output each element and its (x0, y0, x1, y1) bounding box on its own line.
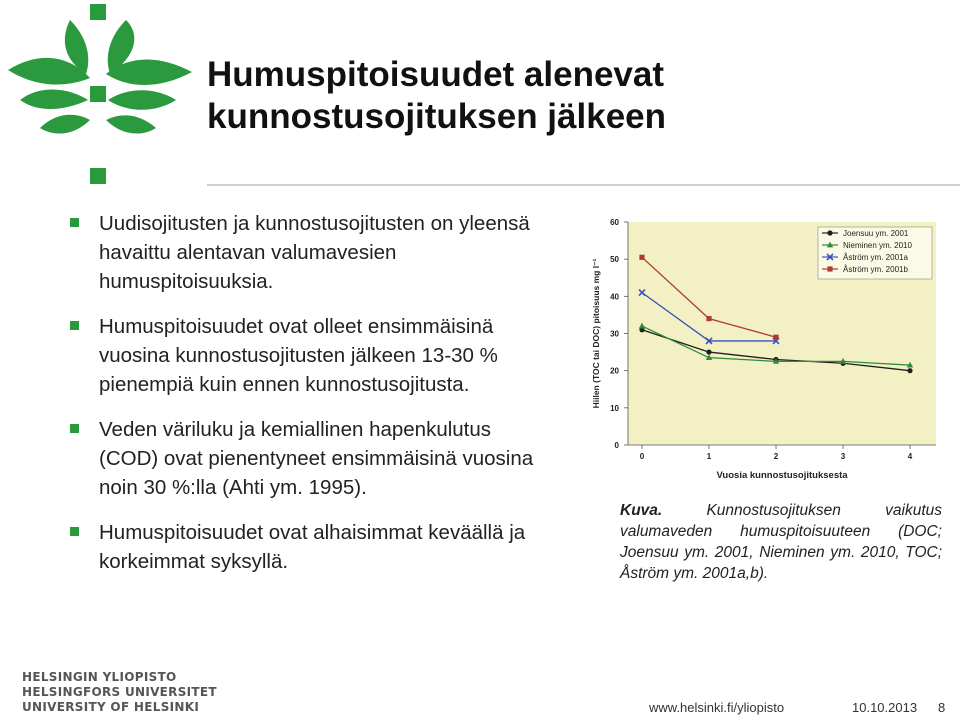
doc-concentration-chart (580, 212, 950, 487)
data-point (639, 255, 644, 260)
wordmark-line: HELSINGFORS UNIVERSITET (22, 685, 217, 699)
y-axis-label: Hiilen (TOC tai DOC) pitoisuus mg l⁻¹ (591, 258, 601, 409)
data-point (706, 349, 711, 354)
y-tick-label: 30 (610, 329, 619, 339)
bullet-list (68, 209, 548, 592)
y-tick-label: 50 (610, 255, 619, 265)
data-point (706, 316, 711, 321)
bullet-item (68, 518, 548, 576)
page-number: 8 (938, 700, 946, 715)
footer-date: 10.10.2013 (852, 700, 918, 715)
caption-label: Kuva. (620, 502, 663, 519)
data-point (773, 335, 778, 340)
bullet-text: Veden väriluku ja kemiallinen hapenkulutus (COD) ovat pienentyneet ensimmäisinä vuosina noin 30 %:lla (Ahti ym. 1995). (99, 418, 534, 499)
bullet-item (68, 312, 548, 399)
y-tick-label: 0 (614, 441, 619, 450)
y-tick-label: 60 (610, 218, 619, 227)
bullet-item (68, 209, 548, 296)
footer-url-link[interactable]: www.helsinki.fi/yliopisto (649, 700, 785, 715)
bullet-text: Humuspitoisuudet ovat alhaisimmat keväällä ja korkeimmat syksyllä. (99, 521, 526, 573)
legend-label: Åström ym. 2001a (843, 253, 908, 262)
caption-text: Kunnostusojituksen vaikutus valumaveden humuspitoisuuteen (DOC; Joensuu ym. 2001, Nieminen ym. 2010, TOC; Åström ym. 2001a,b). (620, 502, 942, 582)
bullet-square-icon (70, 321, 79, 330)
y-tick-label: 20 (610, 366, 619, 376)
bullet-item (68, 415, 548, 502)
bullet-text: Uudisojitusten ja kunnostusojitusten on yleensä havaittu alentavan valumavesien humuspitoisuuksia. (99, 212, 530, 293)
legend-label: Joensuu ym. 2001 (843, 229, 909, 238)
data-point (907, 368, 912, 373)
legend-label: Nieminen ym. 2010 (843, 241, 912, 250)
data-point (827, 266, 832, 271)
bullet-text: Humuspitoisuudet ovat olleet ensimmäisinä vuosina kunnostusojitusten jälkeen 13-30 % pienempiä kuin ennen kunnostusojitusta. (99, 315, 498, 396)
x-tick-label: 2 (773, 452, 779, 461)
wordmark-line: HELSINGIN YLIOPISTO (22, 670, 177, 684)
bullet-square-icon (70, 424, 79, 433)
wordmark-line: UNIVERSITY OF HELSINKI (22, 700, 200, 714)
y-tick-label: 40 (610, 292, 619, 302)
slide-title-line-1: Humuspitoisuudet alenevat (207, 55, 665, 94)
x-tick-label: 1 (706, 452, 712, 461)
bullet-square-icon (70, 218, 79, 227)
university-flame-logo (0, 0, 200, 190)
slide-title-line-2: kunnostusojituksen jälkeen (207, 97, 666, 136)
x-tick-label: 4 (907, 452, 913, 461)
legend-label: Åström ym. 2001b (843, 265, 908, 274)
x-tick-label: 3 (840, 452, 846, 461)
figure-caption (620, 500, 942, 584)
university-wordmark (22, 670, 217, 715)
y-tick-label: 10 (610, 403, 619, 413)
data-point (827, 230, 832, 235)
x-tick-label: 0 (639, 452, 645, 461)
title-divider (207, 184, 960, 186)
slide-title (207, 54, 907, 138)
x-axis-label: Vuosia kunnostusojituksesta (716, 470, 848, 481)
bullet-square-icon (70, 527, 79, 536)
